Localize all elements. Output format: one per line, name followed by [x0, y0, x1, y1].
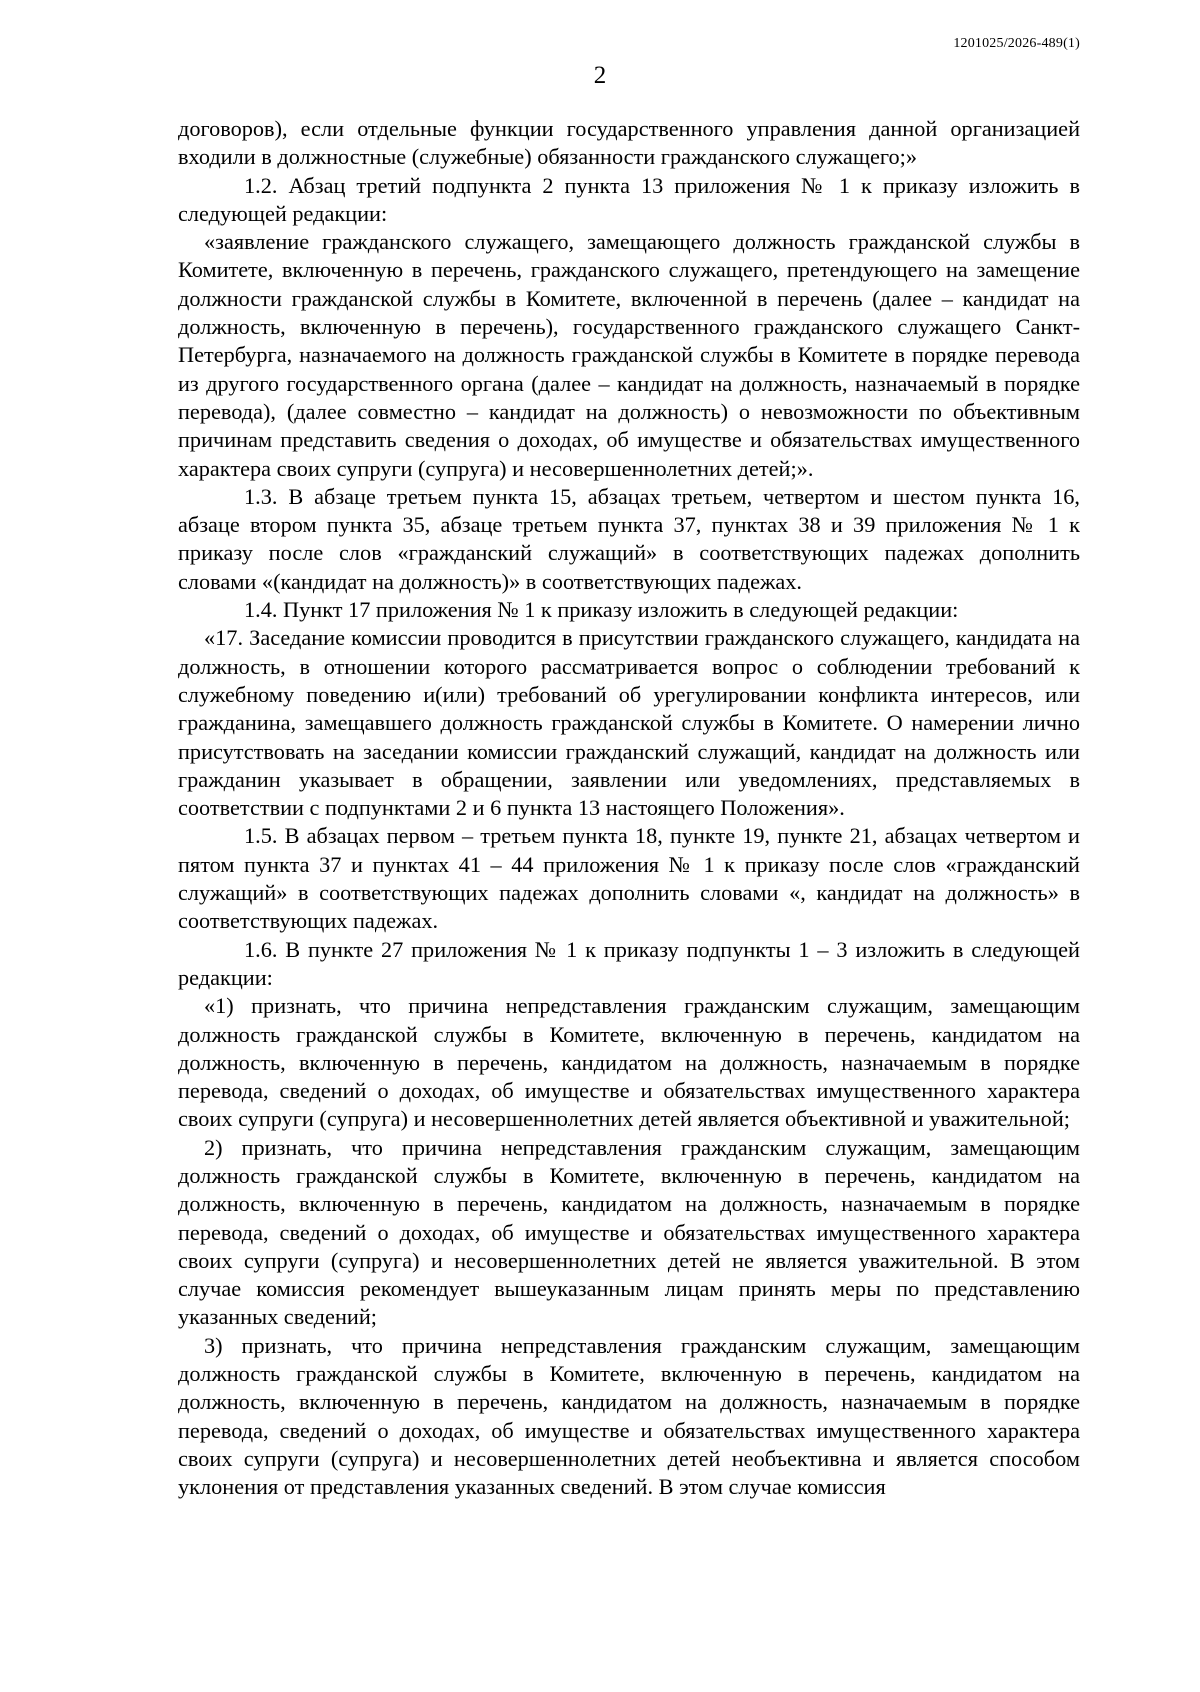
paragraph-quote-item-17: «17. Заседание комиссии проводится в присутствии гражданского служащего, кандидата на должность, в отношении которого рассматривается вопрос о соблюдении требований к служебному поведению и(или) требований об урегулировании конфликта интересов, или гражданина, замещавшего должность гражданской службы в Комитете. О намерении лично присутствовать на заседании комиссии гражданский служащий, кандидат на должность или гражданин указывает в обращении, заявлении или уведомлениях, представляемых в соответствии с подпунктами 2 и 6 пункта 13 настоящего Положения».	[178, 625, 1080, 821]
document-registration-number: 1201025/2026-489(1)	[953, 36, 1080, 51]
paragraph-item-1-5: 1.5. В абзацах первом – третьем пункта 18, пункте 19, пункте 21, абзацах четвертом и пятом пункта 37 и пунктах 41 – 44 приложения № 1 к приказу после слов «гражданский служащий» в соответствующих падежах дополнить словами «, кандидат на должность» в соответствующих падежах.	[178, 823, 1080, 934]
paragraph-item-1-2: 1.2. Абзац третий подпункта 2 пункта 13 приложения № 1 к приказу изложить в следующей редакции:	[178, 172, 1080, 226]
paragraph-subitem-3: 3) признать, что причина непредставления гражданским служащим, замещающим должность гражданской службы в Комитете, включенную в перечень, кандидатом на должность, включенную в перечень, кандидатом на должность, назначаемым в порядке перевода, сведений о доходах, об имуществе и обязательствах имущественного характера своих супруги (супруга) и несовершеннолетних детей необъективна и является способом уклонения от представления указанных сведений. В этом случае комиссия	[178, 1332, 1080, 1500]
paragraph-quote-application: «заявление гражданского служащего, замещающего должность гражданской службы в Комитете, включенную в перечень, гражданского служащего, претендующего на замещение должности гражданской службы в Комитете, включенной в перечень (далее – кандидат на должность, включенную в перечень), государственного гражданского служащего Санкт-Петербурга, назначаемого на должность гражданской службы в Комитете в порядке перевода из другого государственного органа (далее – кандидат на должность, назначаемый в порядке перевода), (далее совместно – кандидат на должность) о невозможности по объективным причинам представить сведения о доходах, об имуществе и обязательствах имущественного характера своих супруги (супруга) и несовершеннолетних детей;».	[178, 229, 1080, 481]
document-body	[178, 115, 1080, 1502]
paragraph-item-1-3: 1.3. В абзаце третьем пункта 15, абзацах третьем, четвертом и шестом пункта 16, абзаце втором пункта 35, абзаце третьем пункта 37, пунктах 38 и 39 приложения № 1 к приказу после слов «гражданский служащий» в соответствующих падежах дополнить словами «(кандидат на должность)» в соответствующих падежах.	[178, 483, 1080, 594]
paragraph-subitem-1: «1) признать, что причина непредставления гражданским служащим, замещающим должность гражданской службы в Комитете, включенную в перечень, кандидатом на должность, включенную в перечень, кандидатом на должность, назначаемым в порядке перевода, сведений о доходах, об имуществе и обязательствах имущественного характера своих супруги (супруга) и несовершеннолетних детей является объективной и уважительной;	[178, 993, 1080, 1132]
paragraph-subitem-2: 2) признать, что причина непредставления гражданским служащим, замещающим должность гражданской службы в Комитете, включенную в перечень, кандидатом на должность, включенную в перечень, кандидатом на должность, назначаемым в порядке перевода, сведений о доходах, об имуществе и обязательствах имущественного характера своих супруги (супруга) и несовершеннолетних детей не является уважительной. В этом случае комиссия рекомендует вышеуказанным лицам принять меры по представлению указанных сведений;	[178, 1134, 1080, 1330]
page-number: 2	[593, 62, 607, 89]
paragraph-item-1-6: 1.6. В пункте 27 приложения № 1 к приказу подпункты 1 – 3 изложить в следующей редакции:	[178, 936, 1080, 990]
paragraph-continuation: договоров), если отдельные функции государственного управления данной организацией входили в должностные (служебные) обязанности гражданского служащего;»	[178, 116, 1080, 170]
paragraph-item-1-4: 1.4. Пункт 17 приложения № 1 к приказу изложить в следующей редакции:	[244, 597, 959, 623]
